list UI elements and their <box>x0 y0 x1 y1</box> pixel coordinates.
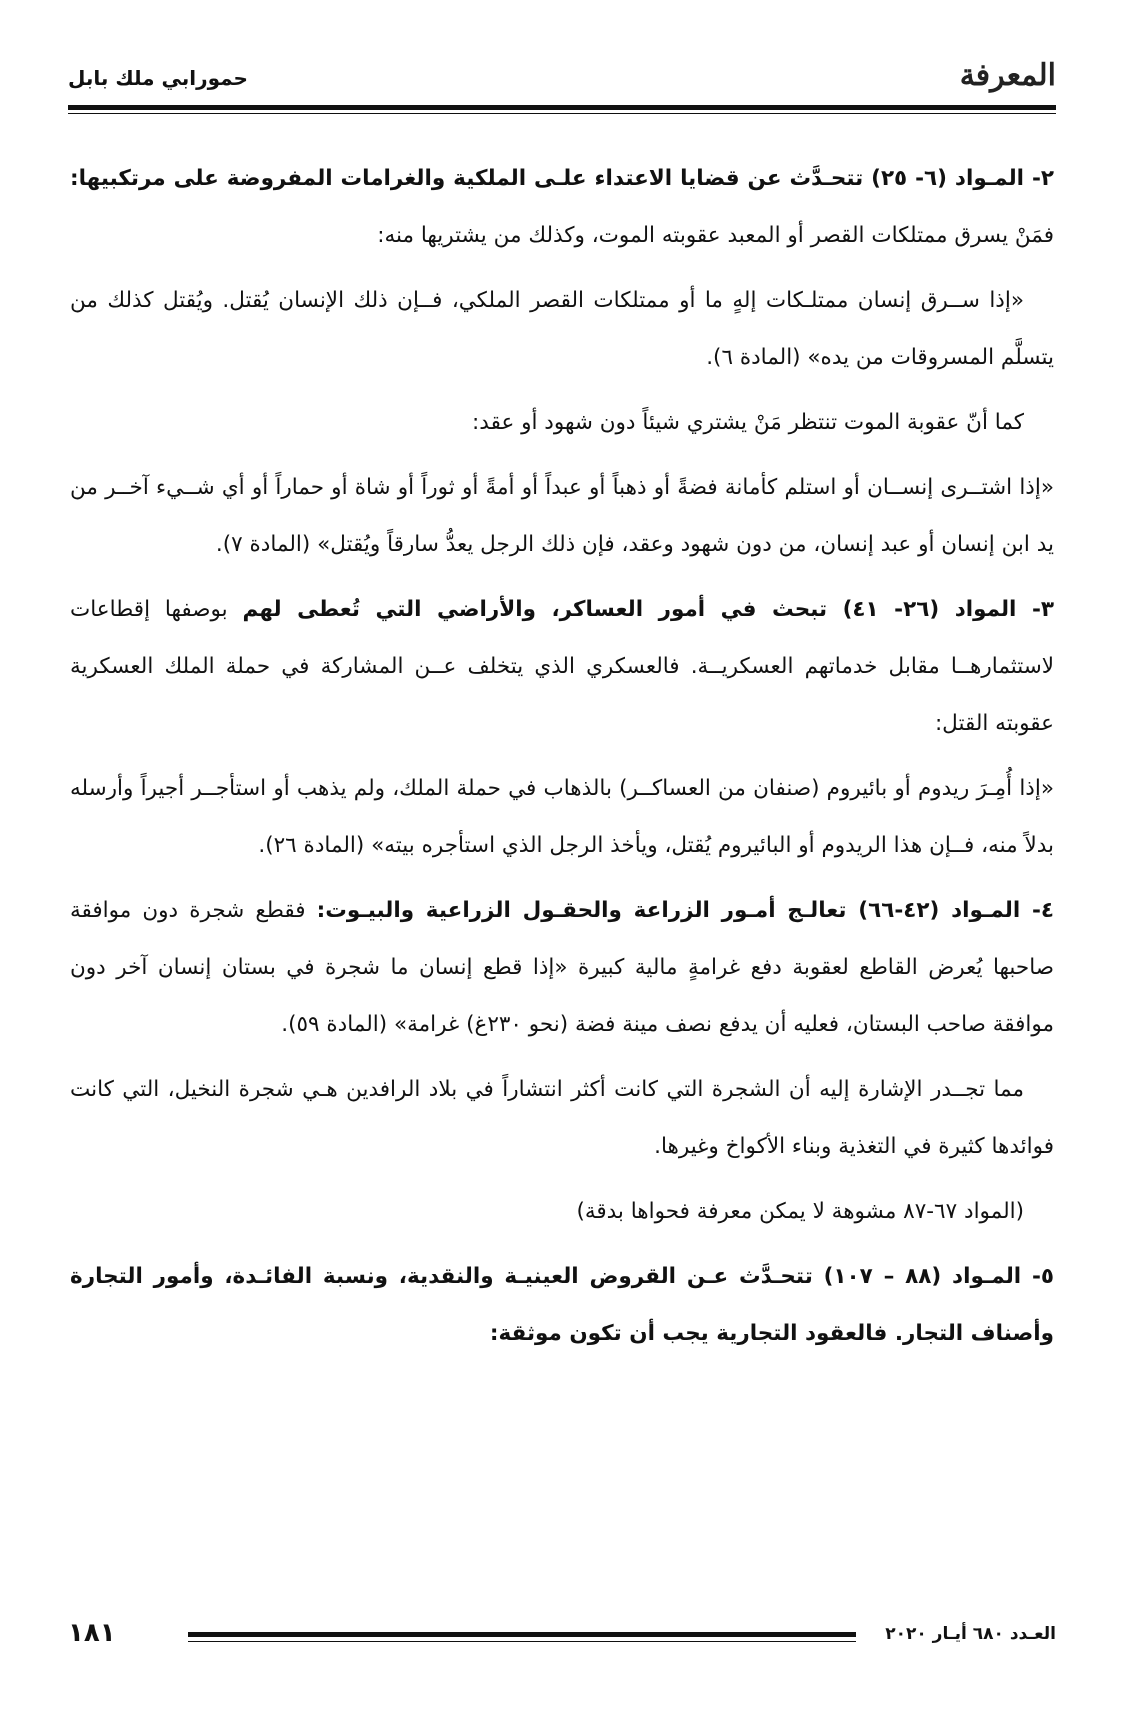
quote-text: «إذا أُمِـرَ ريدوم أو بائيروم (صنفان من العساكــر) بالذهاب في حملة الملك، ولم يذهب أو استأجــر أجيراً وأرسله بدلاً منه، فــإن هذا الريدوم أو البائيروم يُقتل، ويأخذ الرجل الذي استأجره بيته» (المادة ٢٦). <box>70 776 1054 858</box>
section-heading: ٥- المـواد (٨٨ – ١٠٧) تتحـدَّث عـن القروض العينيـة والنقدية، ونسبة الفائـدة، وأمور التجارة وأصناف التجار. فالعقود التجارية يجب أن تكون موثقة: <box>70 1264 1055 1346</box>
page-footer <box>68 1618 1056 1658</box>
article-body <box>70 150 1054 1370</box>
section-heading: ٤- المـواد (٤٢-٦٦) تعالـج أمـور الزراعة والحقـول الزراعية والبيـوت: <box>316 898 1054 923</box>
paragraph-1 <box>70 150 1054 264</box>
paragraph-text: كما أنّ عقوبة الموت تنتظر مَنْ يشتري شيئاً دون شهود أو عقد: <box>472 410 1024 435</box>
quote-text: «إذا ســرق إنسان ممتلـكات إلهٍ ما أو ممتلكات القصر الملكي، فــإن ذلك الإنسان يُقتل. ويُقتل كذلك من يتسلَّم المسروقات من يده» (المادة ٦). <box>70 288 1054 370</box>
issue-info: العـدد ٦٨٠ أيـار ٢٠٢٠ <box>885 1624 1056 1644</box>
magazine-logo: المعرفة <box>959 58 1056 93</box>
paragraph-2 <box>70 272 1054 386</box>
footer-rule <box>188 1632 856 1637</box>
section-heading: ٣- المواد (٢٦- ٤١) تبحث في أمور العساكر، والأراضي التي تُعطى لهم <box>242 597 1054 622</box>
paragraph-text: فمَنْ يسرق ممتلكات القصر أو المعبد عقوبته الموت، وكذلك من يشتريها منه: <box>377 223 1054 248</box>
paragraph-9 <box>70 1183 1054 1240</box>
footer-rule-thin <box>188 1641 856 1642</box>
paragraph-3 <box>70 394 1054 451</box>
paragraph-6 <box>70 760 1054 874</box>
page-number: ١٨١ <box>68 1618 116 1648</box>
paragraph-8 <box>70 1061 1054 1175</box>
header-rule-thin <box>68 113 1056 114</box>
paragraph-5 <box>70 581 1054 752</box>
section-heading: ٢- المـواد (٦- ٢٥) تتحـدَّث عن قضايا الاعتداء علـى الملكية والغرامات المفروضة على مرتكبيها: <box>70 166 1054 191</box>
paragraph-4 <box>70 459 1054 573</box>
page-header <box>68 58 1056 98</box>
note-text: (المواد ٦٧-٨٧ مشوهة لا يمكن معرفة فحواها بدقة) <box>576 1199 1024 1224</box>
paragraph-text: فقطع شجرة دون موافقة صاحبها يُعرض القاطع لعقوبة دفع غرامةٍ مالية كبيرة «إذا قطع إنسان ما شجرة في بستان إنسان آخر دون موافقة صاحب البستان، فعليه أن يدفع نصف مينة فضة (نحو ٢٣٠غ) غرامة» (المادة ٥٩). <box>70 898 1054 1037</box>
paragraph-7 <box>70 882 1054 1053</box>
header-rule <box>68 105 1056 110</box>
quote-text: «إذا اشتــرى إنســان أو استلم كأمانة فضةً أو ذهباً أو عبداً أو أمةً أو ثوراً أو شاة أو حماراً أو أي شــيء آخــر من يد ابن إنسان أو عبد إنسان، من دون شهود وعقد، فإن ذلك الرجل يعدُّ سارقاً ويُقتل» (المادة ٧). <box>70 475 1054 557</box>
paragraph-text: مما تجــدر الإشارة إليه أن الشجرة التي كانت أكثر انتشاراً في بلاد الرافدين هـي شجرة النخيل، التي كانت فوائدها كثيرة في التغذية وبناء الأكواخ وغيرها. <box>70 1077 1054 1159</box>
paragraph-10 <box>70 1248 1054 1362</box>
paragraph-text: بوصفها إقطاعات لاستثمارهــا مقابل خدماتهم العسكريــة. فالعسكري الذي يتخلف عــن المشاركة في حملة الملك العسكرية عقوبته القتل: <box>70 597 1054 736</box>
running-title: حمورابي ملك بابل <box>68 66 248 90</box>
